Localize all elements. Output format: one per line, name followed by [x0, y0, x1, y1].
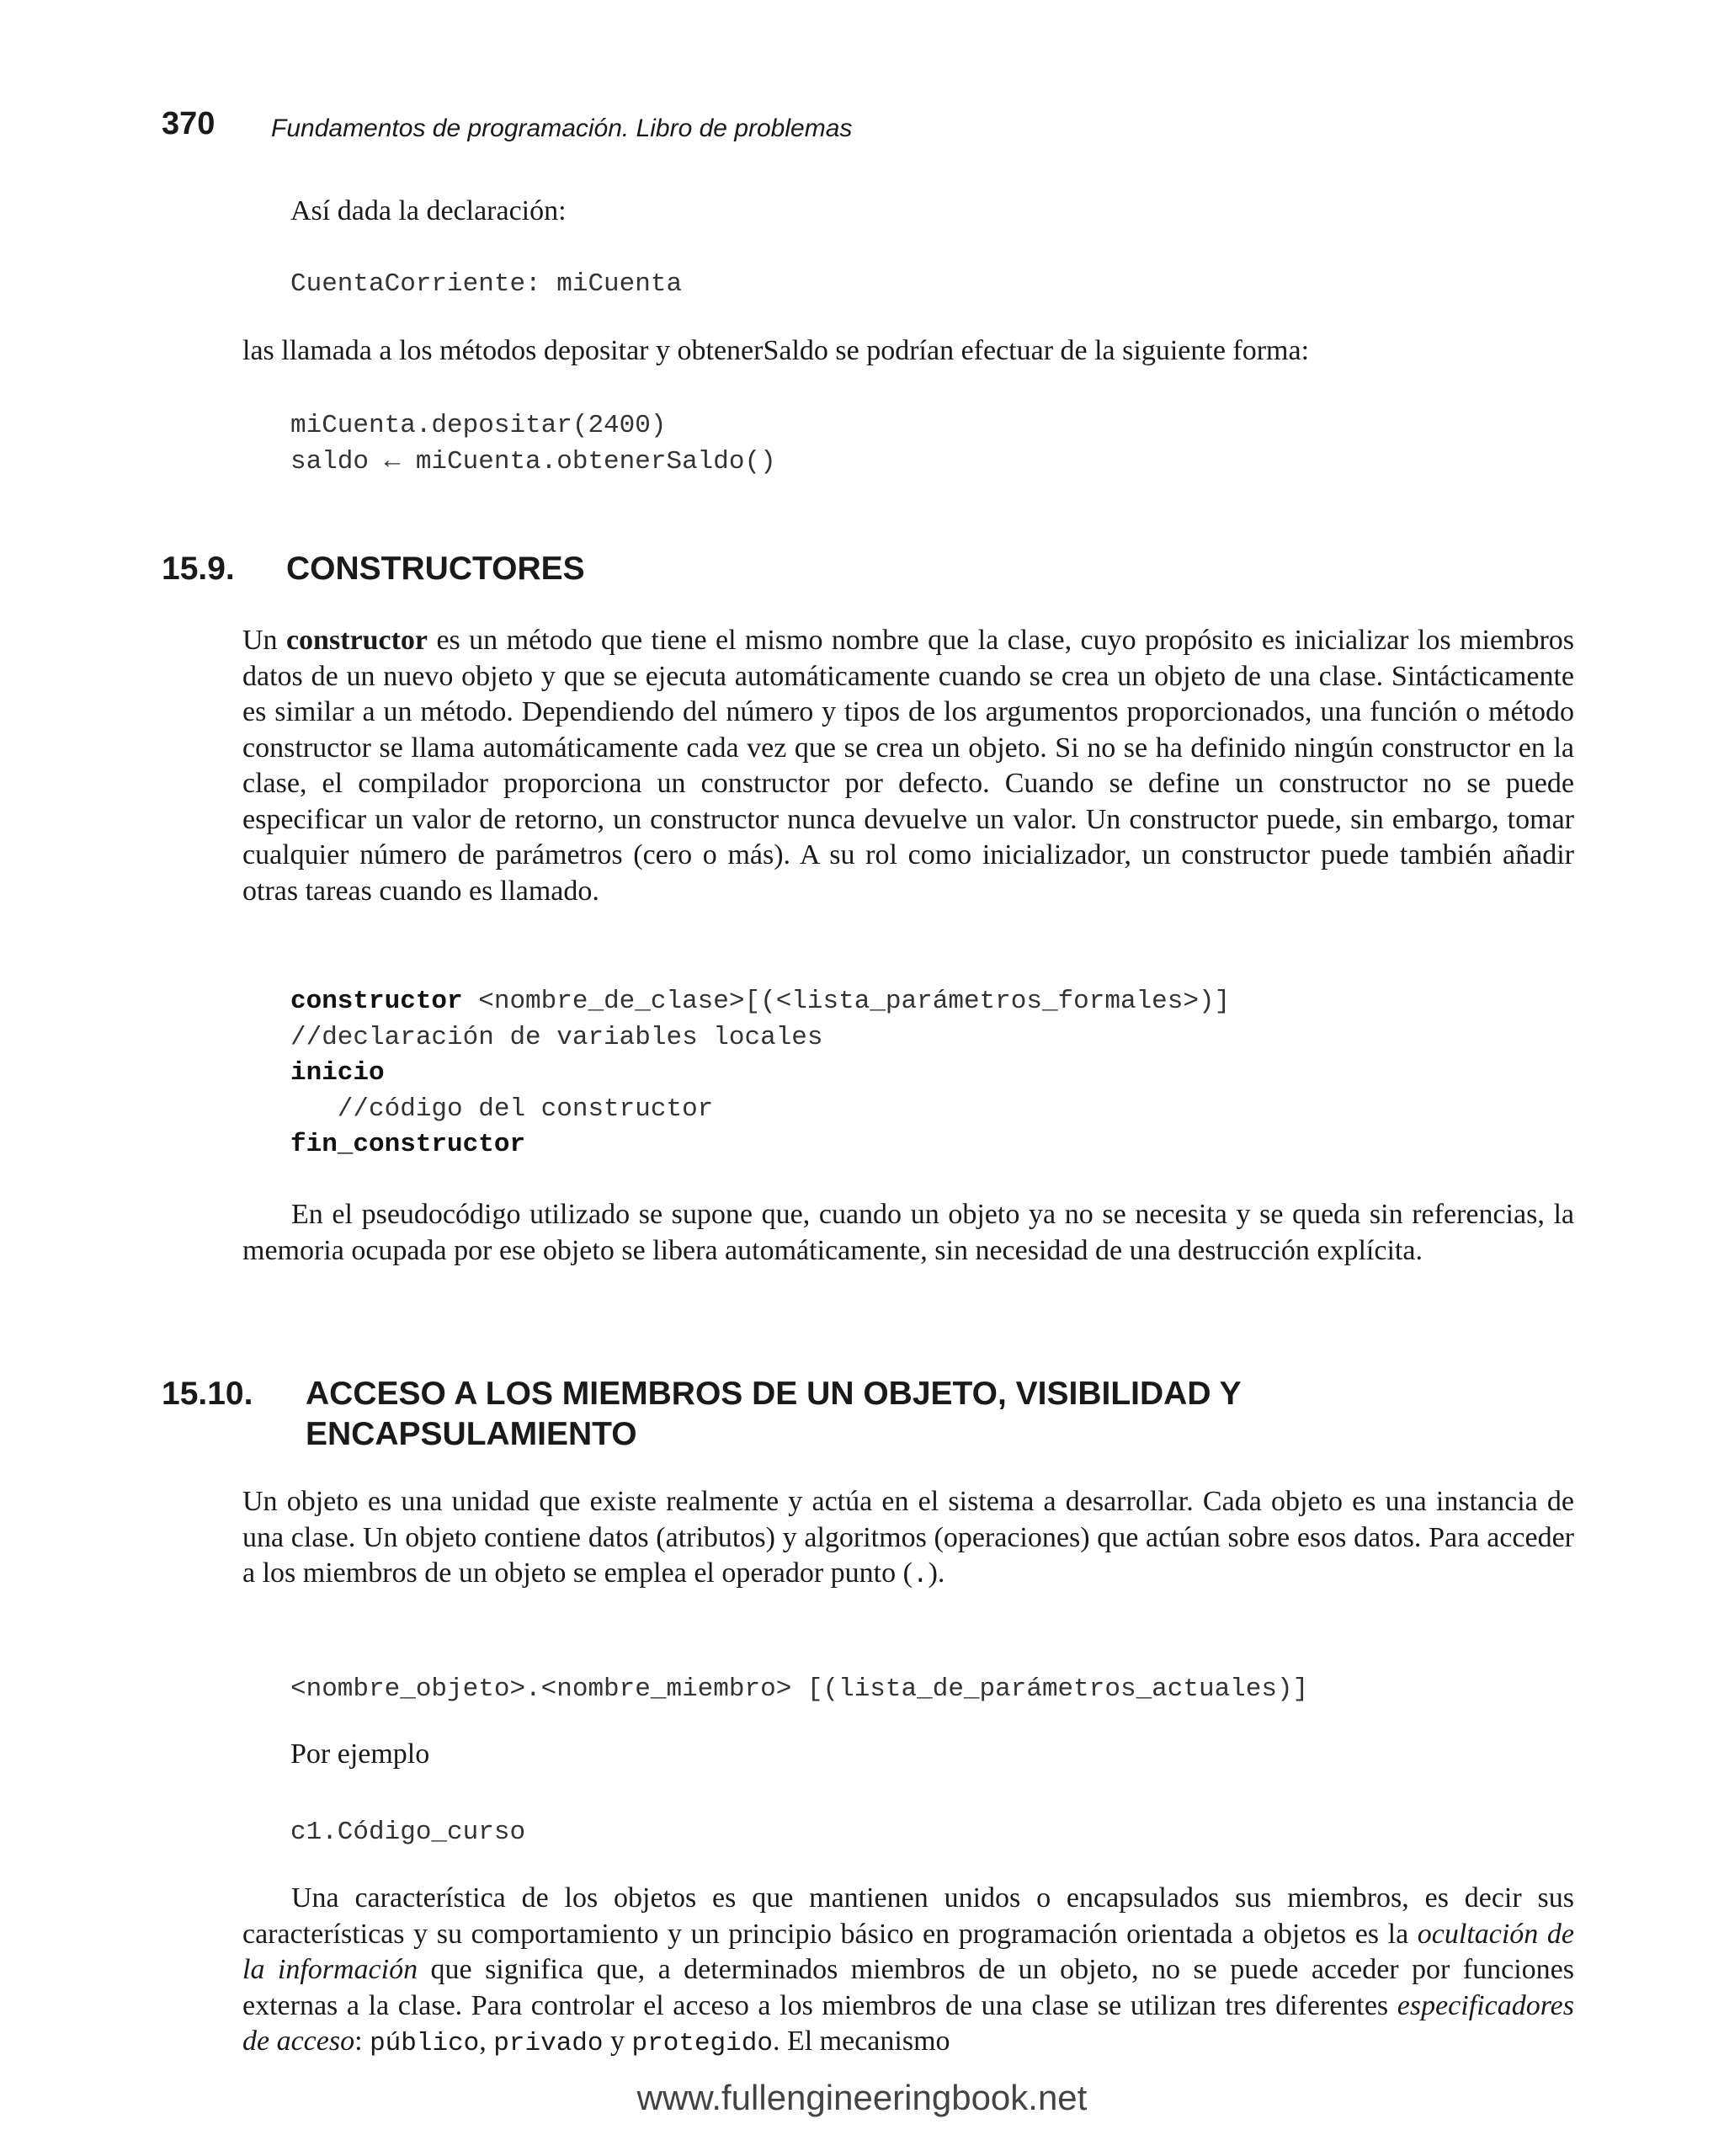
- dot-operator: .: [912, 1561, 929, 1590]
- section-number: 15.9.: [162, 551, 235, 587]
- keyword-constructor: constructor: [290, 987, 463, 1016]
- running-title: Fundamentos de programación. Libro de problemas: [271, 114, 853, 142]
- spec-protegido: protegido: [631, 2029, 773, 2058]
- intro-text: Así dada la declaración:: [290, 195, 567, 226]
- footer-watermark: www.fullengineeringbook.net: [636, 2078, 1088, 2117]
- keyword-inicio: inicio: [290, 1058, 385, 1088]
- code-line-obtener-saldo: saldo ← miCuenta.obtenerSaldo(): [290, 446, 776, 476]
- object-paragraph: Un objeto es una unidad que existe realmente y actúa en el sistema a desarrollar. Cada objeto es una instancia de una clase. Un objeto contiene datos (atributos) y algoritmos (operaciones) que actúan sobre esos datos. Para acceder a los miembros de un objeto se emplea el operador punto (.).: [242, 1486, 1574, 1590]
- example-label: Por ejemplo: [290, 1738, 430, 1770]
- spec-privado: privado: [493, 2029, 604, 2058]
- term-ocultacion: ocultación de la información: [242, 1918, 1574, 1985]
- page-number: 370: [162, 106, 216, 141]
- section-heading-15-10: [162, 1374, 1576, 1458]
- encapsulation-paragraph: Una característica de los objetos es que mantienen unidos o encapsulados sus miembros, es decir sus características y su comportamiento y un principio básico en programación orientada a objetos es la ocultación de la información que significa que, a determinados miembros de un objeto, no se puede acceder por funciones externas a la clase. Para controlar el acceso a los miembros de una clase se utilizan tres diferentes especificadores de acceso: público, privado y protegido. El mecanismo: [242, 1882, 1574, 2058]
- keyword-fin-constructor: fin_constructor: [290, 1130, 526, 1159]
- section-title: CONSTRUCTORES: [286, 551, 585, 587]
- section-title: ACCESO A LOS MIEMBROS DE UN OBJETO, VISIBILIDAD Y ENCAPSULAMIENTO: [306, 1376, 1242, 1452]
- member-access-syntax-code: <nombre_objeto>.<nombre_miembro> [(lista_de_parámetros_actuales)]: [290, 1674, 1309, 1704]
- term-constructor: constructor: [285, 625, 428, 656]
- constructor-syntax-code: constructor <nombre_de_clase>[(<lista_parámetros_formales>)] //declaración de variables locales inicio //código del constructor fin_constructor: [290, 987, 1231, 1159]
- section-number: 15.10.: [162, 1376, 253, 1412]
- example-code: c1.Código_curso: [290, 1818, 526, 1847]
- page-header: [162, 106, 1572, 148]
- constructor-paragraph: Un constructor es un método que tiene el mismo nombre que la clase, cuyo propósito es inicializar los miembros datos de un nuevo objeto y que se ejecuta automáticamente cuando se crea un objeto de una clase. Sintácticamente es similar a un método. Dependiendo del número y tipos de los argumentos proporcionados, una función o método constructor se llama automáticamente cada vez que se crea un objeto. Si no se ha definido ningún constructor en la clase, el compilador proporciona un constructor por defecto. Cuando se define un constructor no se puede especificar un valor de retorno, un constructor nunca devuelve un valor. Un constructor puede, sin embargo, tomar cualquier número de parámetros (cero o más). A su rol como inicializador, un constructor puede también añadir otras tareas cuando es llamado.: [242, 625, 1574, 907]
- code-line-depositar: miCuenta.depositar(2400): [290, 411, 667, 440]
- declaration-code: CuentaCorriente: miCuenta: [290, 269, 683, 299]
- term-especificadores: especificadores de acceso: [242, 1989, 1574, 2057]
- calls-text: las llamada a los métodos depositar y obtenerSaldo se podrían efectuar de la siguiente forma:: [242, 335, 1310, 366]
- destruction-paragraph: En el pseudocódigo utilizado se supone que, cuando un objeto ya no se necesita y se queda sin referencias, la memoria ocupada por ese objeto se libera automáticamente, sin necesidad de una destrucción explícita.: [242, 1199, 1574, 1266]
- spec-publico: público: [370, 2029, 480, 2058]
- calls-code: [290, 408, 776, 480]
- section-heading-15-9: [162, 549, 1576, 591]
